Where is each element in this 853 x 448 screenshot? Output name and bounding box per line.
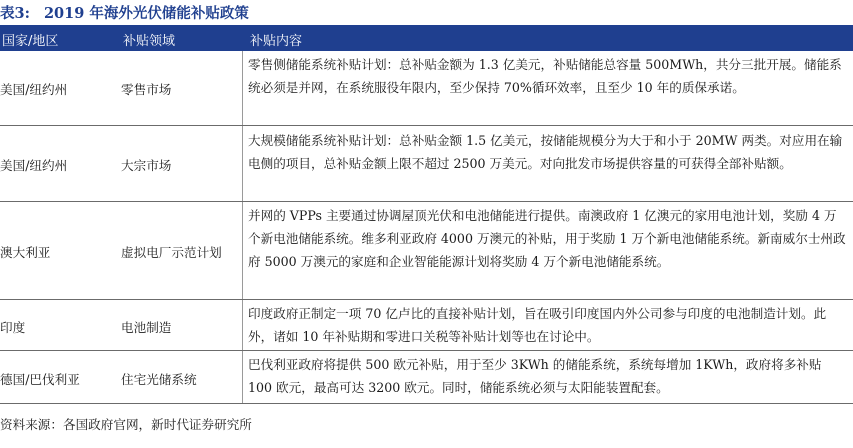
row-field: 大宗市场 — [121, 158, 172, 173]
header-region: 国家/地区 — [2, 34, 59, 49]
table-row — [0, 51, 853, 126]
header-field: 补贴领域 — [123, 34, 176, 49]
row-content: 印度政府正制定一项 70 亿卢比的直接补贴计划，旨在吸引印度国内外公司参与印度的电池制造计划。此外，诸如 10 年补贴期和零进口关税等补贴计划等也在讨论中。 — [248, 306, 827, 344]
row-field: 虚拟电厂示范计划 — [121, 245, 222, 260]
source-note: 资料来源：各国政府官网，新时代证券研究所 — [0, 417, 252, 432]
row-region: 德国/巴伐利亚 — [0, 372, 80, 387]
table-row — [0, 202, 853, 300]
row-content: 巴伐利亚政府将提供 500 欧元补贴，用于至少 3KWh 的储能系统，系统每增加 1KWh，政府将多补贴 100 欧元，最高可达 3200 欧元。同时，储能系统必须与太阳能装置配套。 — [248, 357, 822, 395]
row-field: 零售市场 — [121, 82, 172, 97]
row-content: 大规模储能系统补贴计划：总补贴金额 1.5 亿美元，按储能规模分为大于和小于 20MW 两类。对应用在输电侧的项目，总补贴金额上限不超过 2500 万美元。对向批发市场提供容量的可获得全部补贴额。 — [248, 133, 843, 171]
table-header — [0, 25, 853, 51]
row-field: 电池制造 — [121, 320, 172, 335]
table-row — [0, 126, 853, 202]
table-row — [0, 300, 853, 351]
row-region: 澳大利亚 — [0, 245, 51, 260]
row-region: 美国/纽约州 — [0, 158, 68, 173]
row-field: 住宅光储系统 — [121, 372, 197, 387]
table-number: 表3: — [0, 5, 30, 22]
row-region: 美国/纽约州 — [0, 82, 68, 97]
row-region: 印度 — [0, 320, 26, 335]
header-content: 补贴内容 — [250, 34, 303, 49]
table-title-text: 2019 年海外光伏储能补贴政策 — [43, 5, 249, 22]
row-content: 零售侧储能系统补贴计划：总补贴金额为 1.3 亿美元，补贴储能总容量 500MWh，共分三批开展。储能系统必须是并网，在系统服役年限内，至少保持 70%循环效率，且至少 10 年的质保承诺。 — [248, 57, 842, 95]
table-row — [0, 351, 853, 404]
table-title — [0, 2, 249, 24]
row-content: 并网的 VPPs 主要通过协调屋顶光伏和电池储能进行提供。南澳政府 1 亿澳元的家用电池计划，奖励 4 万个新电池储能系统。维多利亚政府 4000 万澳元的补贴，用于奖励 1 万个新电池储能系统。新南威尔士州政府 5000 万澳元的家庭和企业智能能源计划将奖励 4 万个新电池储能系统。 — [248, 208, 846, 269]
